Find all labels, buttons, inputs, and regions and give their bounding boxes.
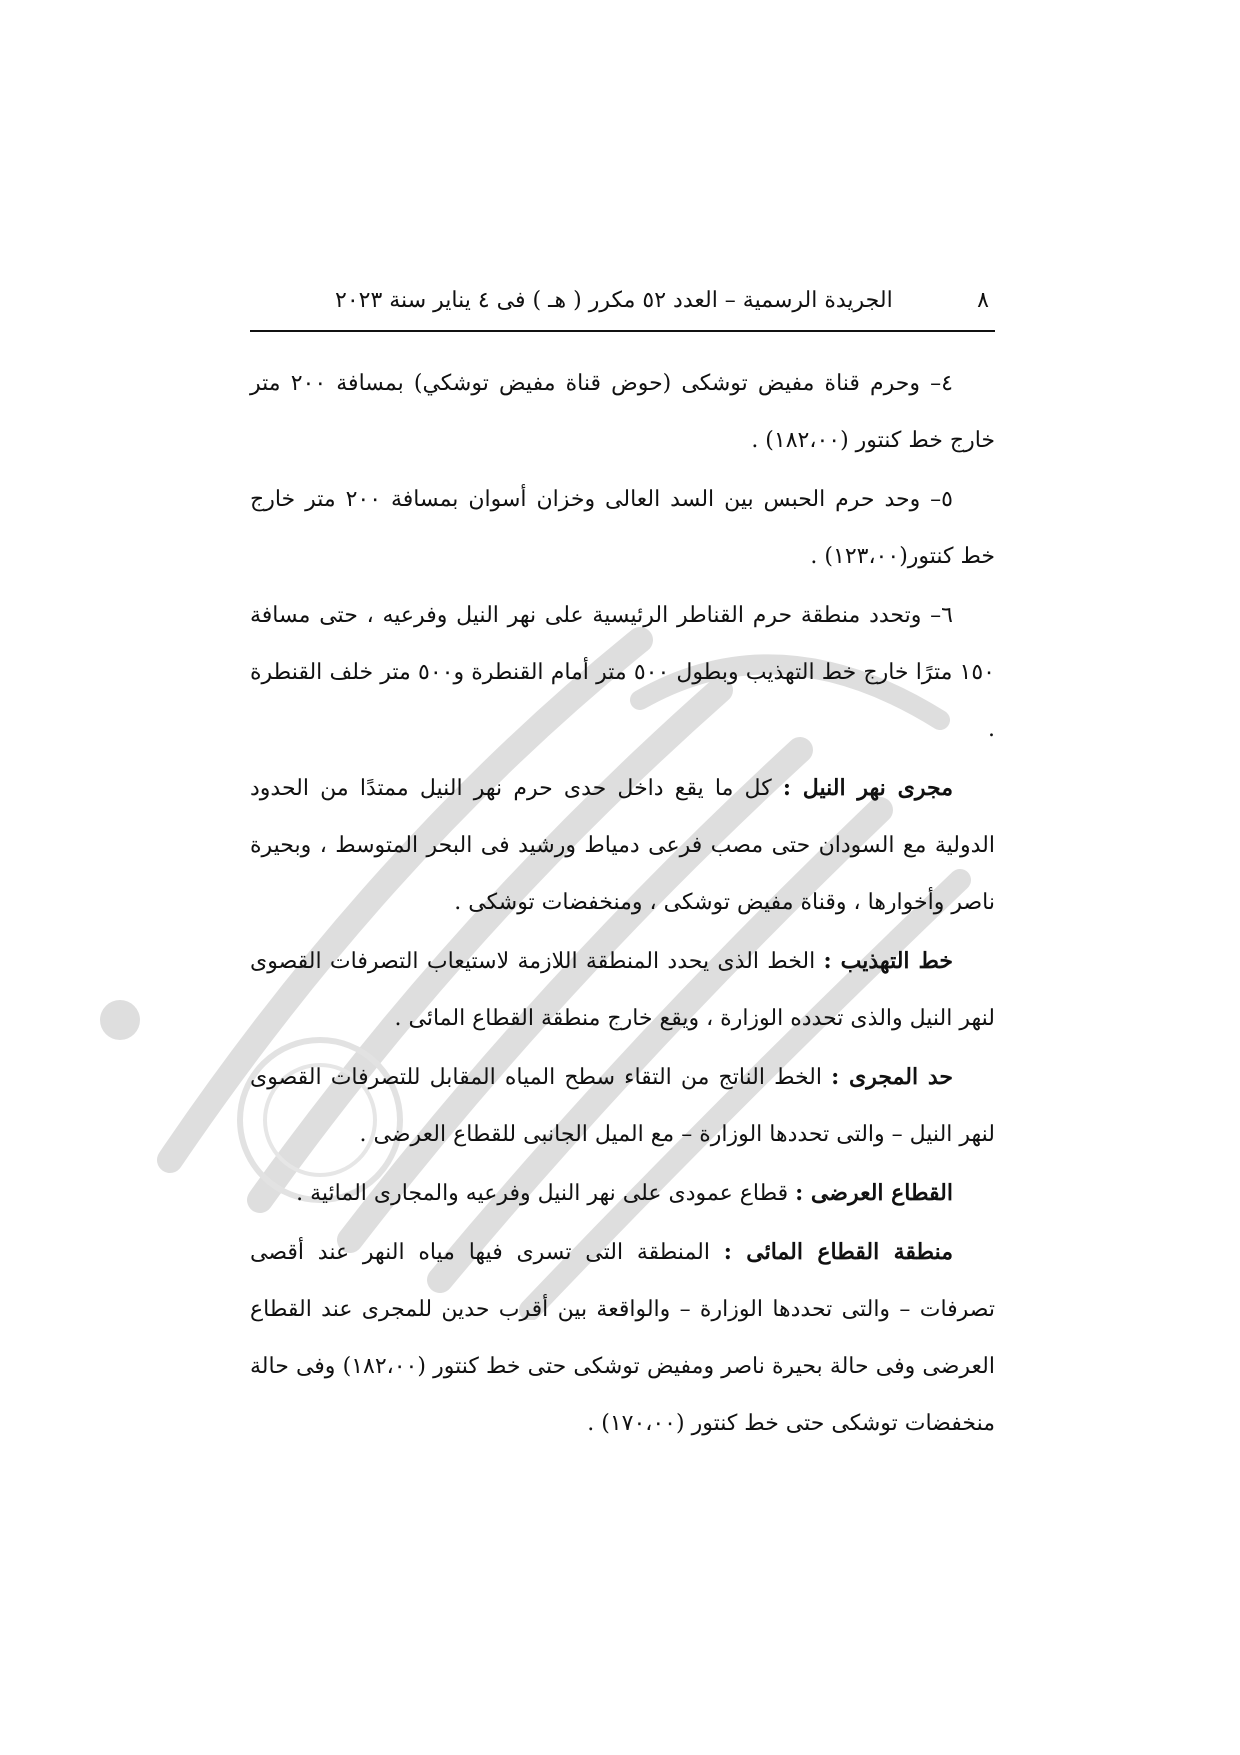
paragraph-item-4 — [250, 355, 995, 469]
page-number: ٨ — [977, 288, 989, 313]
page-header — [250, 280, 995, 332]
definition-nile-course — [250, 760, 995, 931]
definition-term: القطاع العرضى : — [795, 1180, 953, 1206]
definition-term: حد المجرى : — [831, 1064, 953, 1090]
definition-cross-section — [250, 1165, 995, 1222]
definition-term: منطقة القطاع المائى : — [723, 1239, 953, 1265]
definition-text: المنطقة التى تسرى فيها مياه النهر عند أقصى تصرفات – والتى تحددها الوزارة – والواقعة بين أقرب حدين للمجرى عند القطاع العرضى وفى حالة بحيرة ناصر ومفيض توشكى حتى خط كنتور (١٨٢،٠٠) وفى حالة منخفضات توشكى حتى خط كنتور (١٧٠،٠٠) . — [250, 1240, 995, 1436]
paragraph-item-6 — [250, 587, 995, 758]
paragraph-text: ٤– وحرم قناة مفيض توشكى (حوض قناة مفيض توشكي) بمسافة ٢٠٠ متر خارج خط كنتور (١٨٢،٠٠) . — [250, 371, 995, 453]
definition-training-line — [250, 933, 995, 1047]
definition-text: كل ما يقع داخل حدى حرم نهر النيل ممتدًا من الحدود الدولية مع السودان حتى مصب فرعى دمياط ورشيد فى البحر المتوسط ، وبحيرة ناصر وأخوارها ، وقناة مفيض توشكى ، ومنخفضات توشكى . — [250, 776, 995, 915]
definition-text: الخط الذى يحدد المنطقة اللازمة لاستيعاب التصرفات القصوى لنهر النيل والذى تحدده الوزارة ، ويقع خارج منطقة القطاع المائى . — [250, 949, 995, 1031]
paragraph-text: ٥– وحد حرم الحبس بين السد العالى وخزان أسوان بمسافة ٢٠٠ متر خارج خط كنتور(١٢٣،٠٠) . — [250, 487, 995, 569]
definition-water-section-zone — [250, 1224, 995, 1452]
paragraph-text: ٦– وتحدد منطقة حرم القناطر الرئيسية على نهر النيل وفرعيه ، حتى مسافة ١٥٠ مترًا خارج خط التهذيب وبطول ٥٠٠ متر أمام القنطرة و٥٠٠ متر خلف القنطرة . — [250, 603, 995, 742]
definition-term: مجرى نهر النيل : — [782, 775, 953, 801]
definition-text: قطاع عمودى على نهر النيل وفرعيه والمجارى المائية . — [296, 1181, 789, 1206]
definition-term: خط التهذيب : — [823, 948, 953, 974]
definition-text: الخط الناتج من التقاء سطح المياه المقابل للتصرفات القصوى لنهر النيل – والتى تحددها الوزارة – مع الميل الجانبى للقطاع العرضى . — [250, 1065, 995, 1147]
paragraph-item-5 — [250, 471, 995, 585]
document-body — [250, 355, 995, 1454]
definition-course-limit — [250, 1049, 995, 1163]
journal-title: الجريدة الرسمية – العدد ٥٢ مكرر ( هـ ) فى ٤ يناير سنة ٢٠٢٣ — [335, 288, 893, 313]
